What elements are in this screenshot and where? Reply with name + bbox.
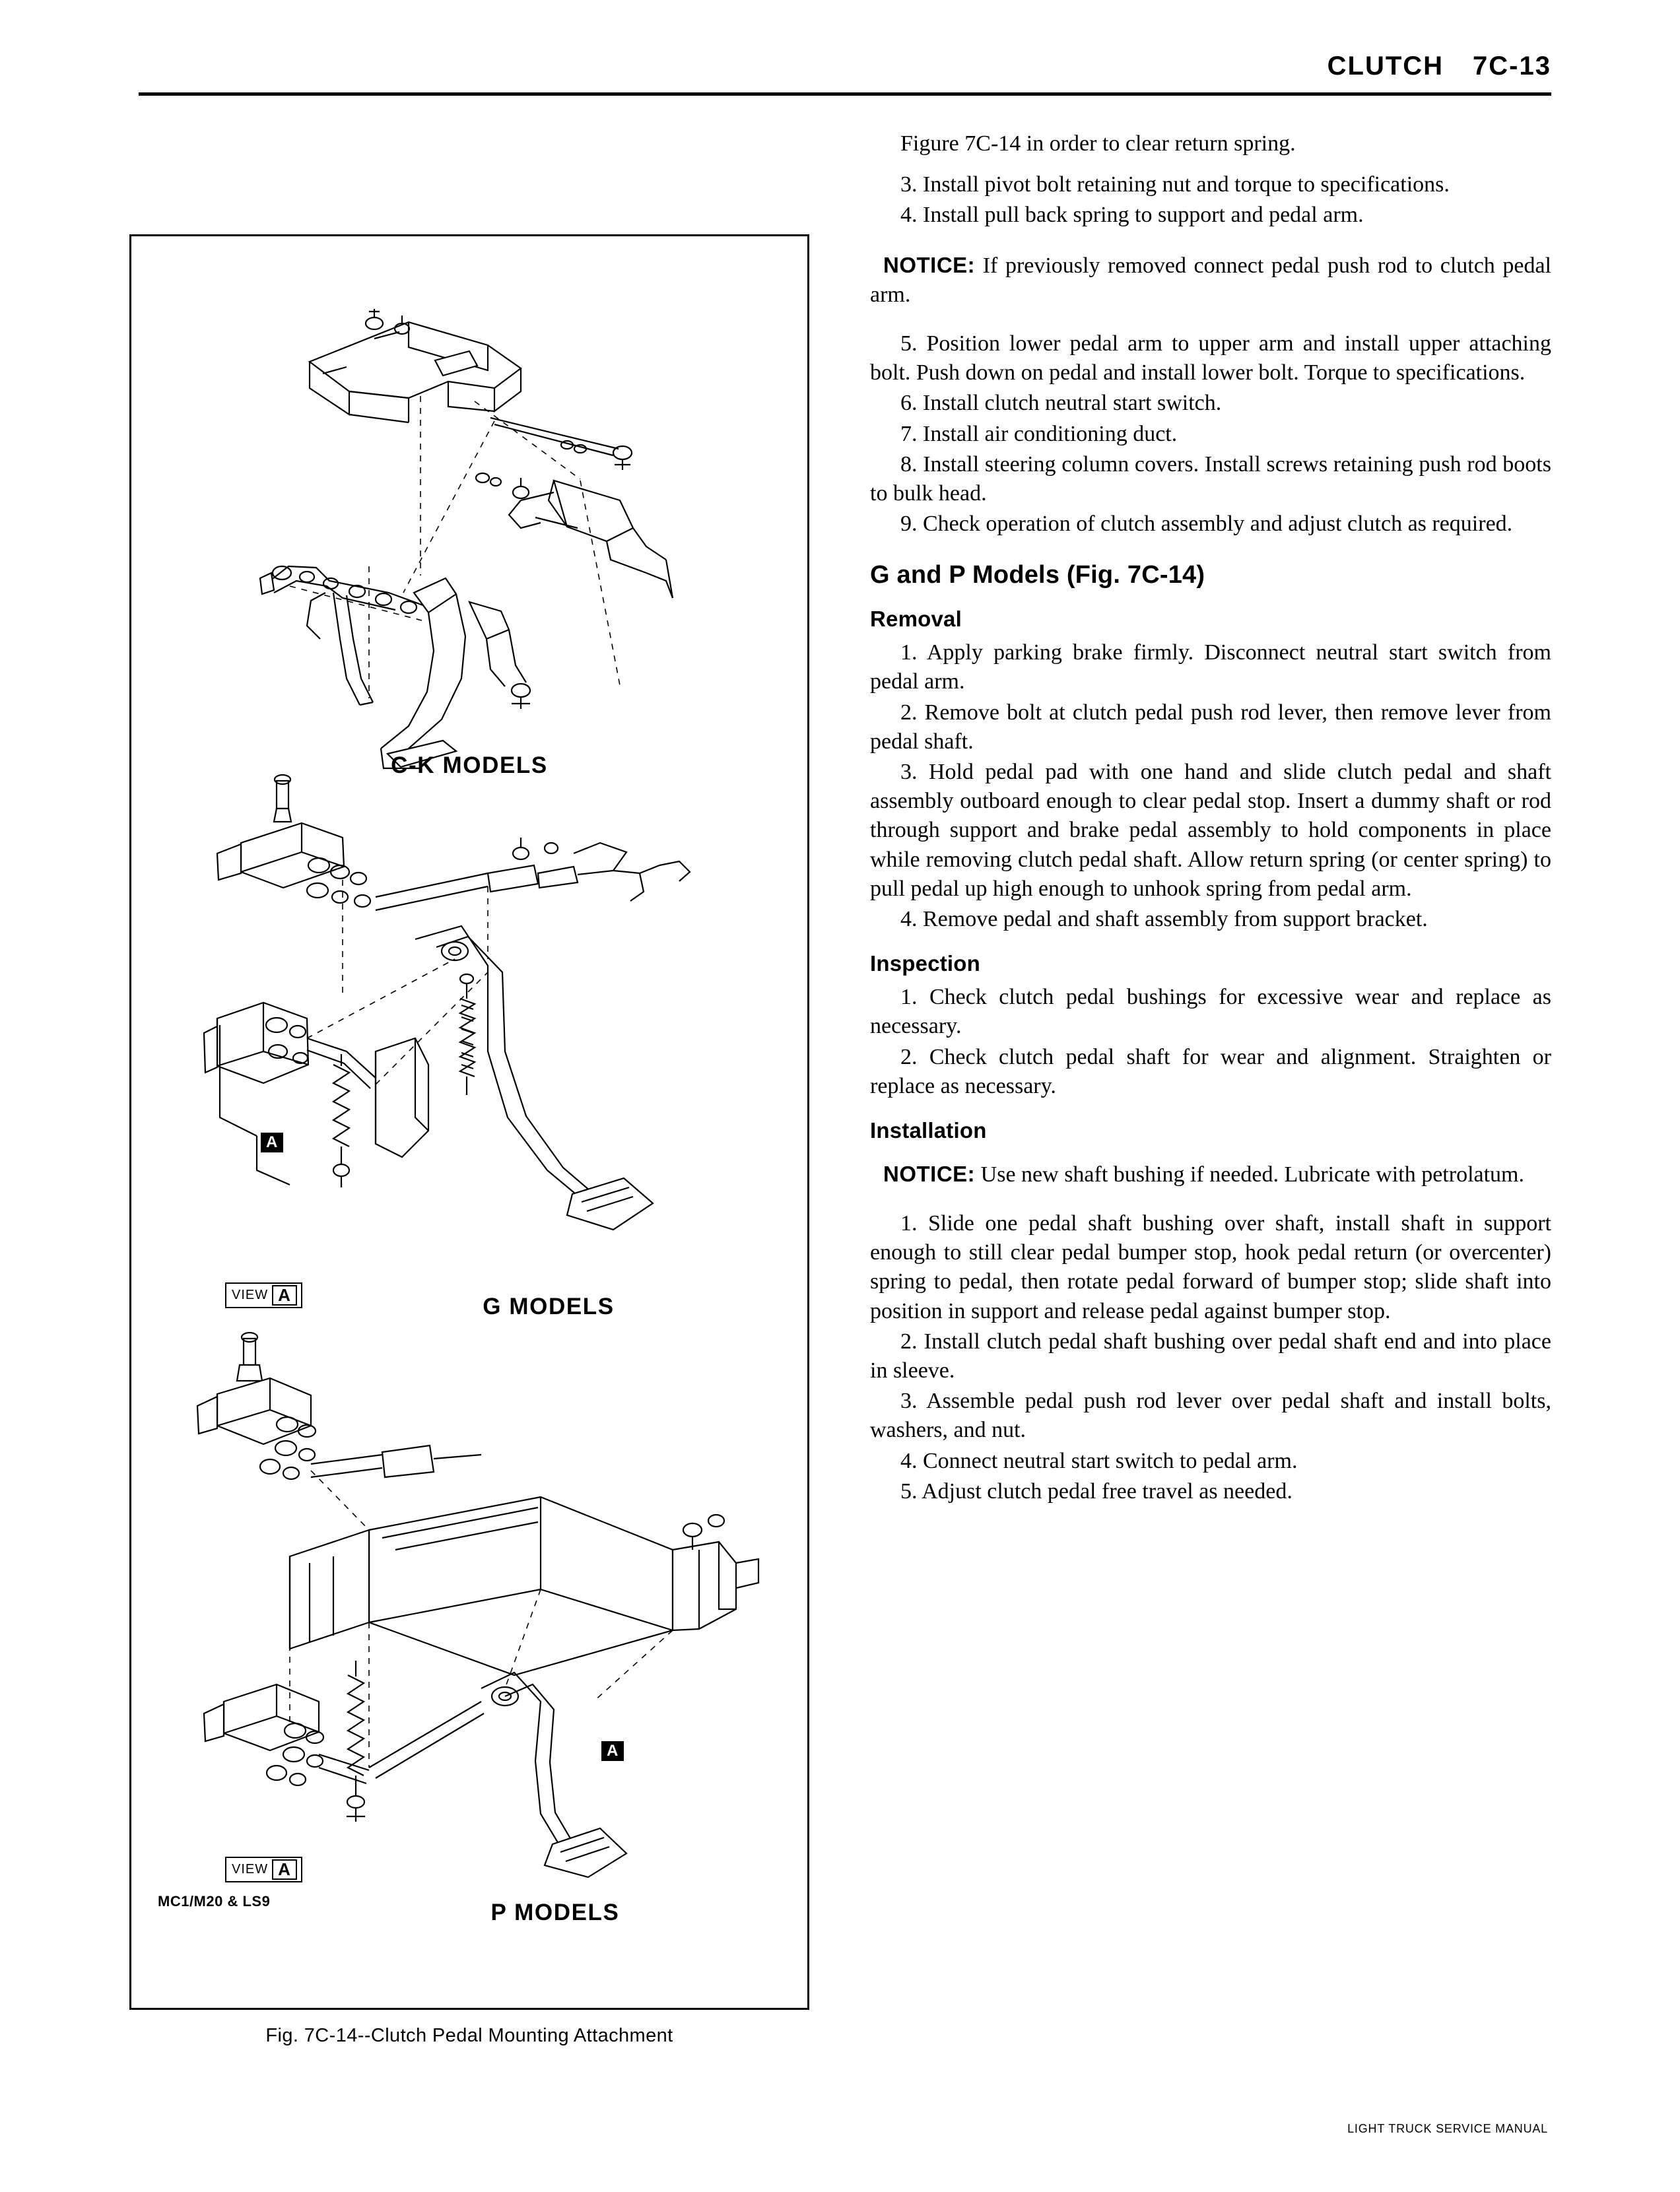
subheading-removal: Removal [870, 607, 962, 632]
installation-step-3: 3. Assemble pedal push rod lever over pedal shaft and install bolts, washers, and nut. [870, 1389, 1551, 1443]
header-title [1327, 51, 1551, 81]
removal-step-2: 2. Remove bolt at clutch pedal push rod lever, then remove lever from pedal shaft. [870, 700, 1551, 754]
subheading-inspection: Inspection [870, 951, 981, 976]
header-title-text: CLUTCH [1327, 51, 1444, 81]
view-tag-label: VIEW [232, 1288, 269, 1303]
view-tag-label-p: VIEW [232, 1862, 269, 1877]
page-header [139, 51, 1551, 99]
notice-new-shaft-bushing [870, 1160, 1551, 1189]
section-heading-g-and-p-models: G and P Models (Fig. 7C-14) [870, 561, 1205, 589]
view-tag-letter: A [272, 1285, 297, 1306]
inspection-step-2: 2. Check clutch pedal shaft for wear and alignment. Straighten or replace as necessary. [870, 1044, 1551, 1098]
inspection-step-1: 1. Check clutch pedal bushings for excessive wear and replace as necessary. [870, 985, 1551, 1039]
step-7-install-ac-duct: 7. Install air conditioning duct. [900, 421, 1178, 446]
step-9-check-operation: 9. Check operation of clutch assembly and adjust clutch as required. [900, 512, 1513, 537]
header-section-number: 7C-13 [1473, 51, 1551, 81]
notice-text-2: Use new shaft bushing if needed. Lubricate with petrolatum. [975, 1162, 1524, 1187]
figure-label-ck: C-K MODELS [391, 752, 548, 778]
step-6-install-neutral-start-switch: 6. Install clutch neutral start switch. [900, 391, 1222, 416]
step-8-install-steering-column-covers: 8. Install steering column covers. Install screws retaining push rod boots to bulk head. [870, 451, 1551, 506]
installation-step-5: 5. Adjust clutch pedal free travel as needed. [900, 1478, 1293, 1504]
notice-text-1: If previously removed connect pedal push rod to clutch pedal arm. [870, 253, 1551, 307]
figure-caption: Fig. 7C-14--Clutch Pedal Mounting Attachment [265, 2025, 673, 2046]
figure-panel [129, 234, 809, 2010]
figure-label-g: G MODELS [483, 1294, 615, 1319]
step-4-install-pull-back-spring: 4. Install pull back spring to support and pedal arm. [900, 203, 1364, 228]
illustration-g-models [178, 774, 765, 1256]
view-tag-p [225, 1857, 302, 1882]
removal-step-1: 1. Apply parking brake firmly. Disconnect neutral start switch from pedal arm. [870, 640, 1551, 694]
view-arrow-a-p: A [601, 1741, 624, 1761]
installation-step-2: 2. Install clutch pedal shaft bushing over pedal shaft end and into place in sleeve. [870, 1329, 1551, 1383]
illustration-p-models [171, 1332, 765, 1919]
page-footer: LIGHT TRUCK SERVICE MANUAL [1347, 2122, 1548, 2135]
removal-step-4: 4. Remove pedal and shaft assembly from support bracket. [900, 906, 1428, 931]
step-3-install-pivot-bolt: 3. Install pivot bolt retaining nut and torque to specifications. [900, 172, 1450, 197]
header-rule [139, 92, 1551, 96]
subheading-installation: Installation [870, 1117, 987, 1143]
figure-label-p: P MODELS [490, 1900, 620, 1925]
notice-label-2: NOTICE: [883, 1161, 976, 1186]
p-models-option-note: MC1/M20 & LS9 [158, 1893, 271, 1910]
step-5-position-lower-pedal-arm: 5. Position lower pedal arm to upper arm and install upper attaching bolt. Push down on pedal and install lower bolt. Torque to specifications. [870, 331, 1551, 385]
installation-step-4: 4. Connect neutral start switch to pedal arm. [900, 1448, 1298, 1473]
paragraph-lead: Figure 7C-14 in order to clear return spring. [900, 131, 1296, 156]
notice-label-1: NOTICE: [883, 252, 976, 277]
installation-step-1: 1. Slide one pedal shaft bushing over shaft, install shaft in support enough to still clear pedal bumper stop, hook pedal return (or overcenter) spring to pedal, then rotate pedal forward of bumper stop; slide shaft into position in support and release pedal against bumper stop. [870, 1211, 1551, 1323]
removal-step-3: 3. Hold pedal pad with one hand and slide clutch pedal and shaft assembly outboard enough to clear pedal stop. Insert a dummy shaft or rod through support and brake pedal assembly to hold components in place while removing clutch pedal shaft. Allow return spring (or center spring) to pull pedal up high enough to unhook spring from pedal arm. [870, 760, 1551, 901]
view-tag-letter-p: A [272, 1859, 297, 1880]
view-arrow-a-g: A [261, 1133, 283, 1152]
notice-connect-push-rod [870, 251, 1551, 310]
body-text-column [870, 129, 1551, 1508]
illustration-ck-models [211, 282, 732, 771]
